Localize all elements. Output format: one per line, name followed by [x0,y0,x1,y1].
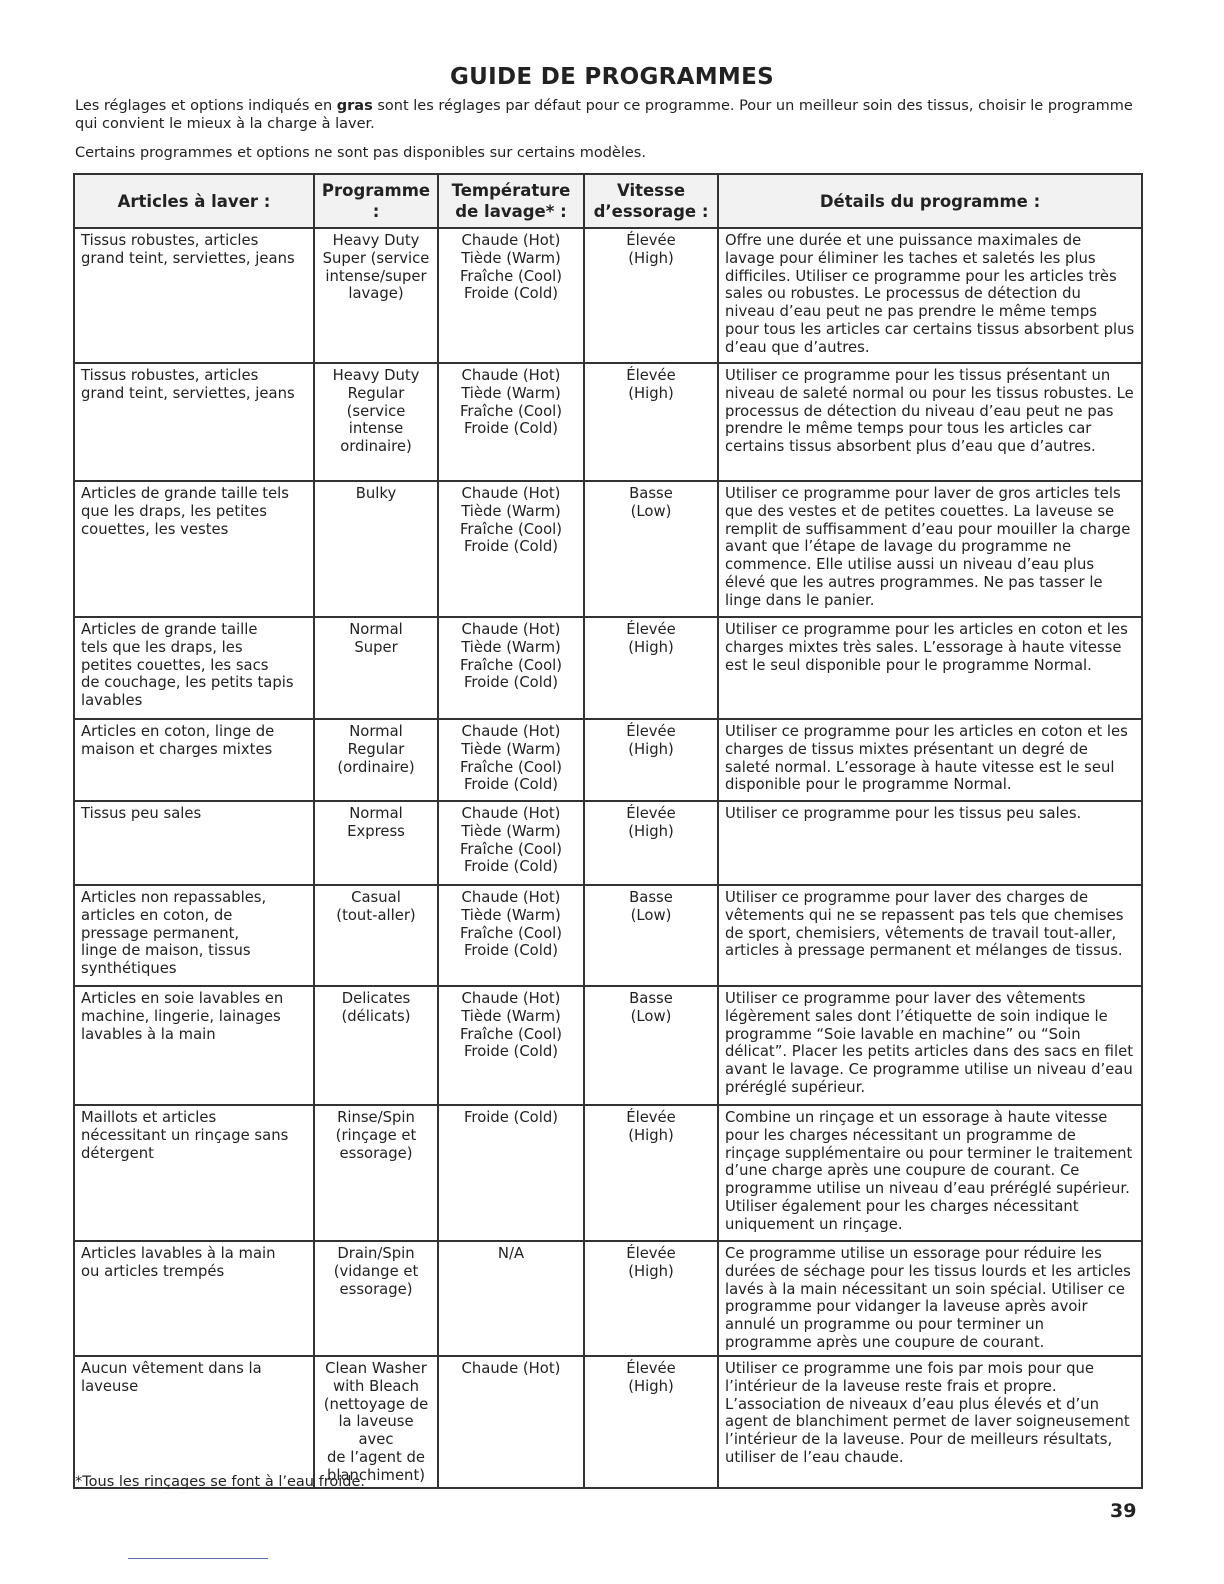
temperature-cell-line: Froide (Cold) [464,942,558,960]
programme-cell [314,363,438,481]
details-cell: Utiliser ce programme pour les articles en coton et les charges de tissus mixtes présentant un degré de saleté normal. L’essorage à haute vitesse est le seul disponible pour le programme Normal. [718,719,1142,801]
temperature-cell-line: Froide (Cold) [464,858,558,876]
programme-cell [314,885,438,986]
temperature-cell-line: Froide (Cold) [464,776,558,794]
articles-cell-line: ou articles trempés [81,1262,225,1280]
temperature-cell-line: Fraîche (Cool) [459,758,563,776]
details-cell: Utiliser ce programme pour les tissus peu sales. [718,801,1142,885]
articles-cell-line: Articles non repassables, [81,889,267,906]
table-row [74,228,1142,363]
temperature-cell [438,228,584,363]
temperature-cell-line: Fraîche (Cool) [459,520,563,538]
programme-cell-line: Rinse/Spin [337,1109,415,1126]
temperature-cell [438,363,584,481]
details-cell: Offre une durée et une puissance maximales de lavage pour éliminer les taches et saletés les plus difficiles. Utiliser ce programme pour les articles très sales ou robustes. Le processus de détection du niveau d’eau peut ne pas prendre le même temps pour tous les articles car certains tissus absorbent plus d’eau que d’autres. [718,228,1142,363]
articles-cell [74,617,314,719]
programme-cell-line: (service [346,402,406,420]
intro-bold-word: gras [336,98,373,114]
articles-cell-line: laveuse [81,1377,139,1395]
programme-cell-line: Super (service [322,249,430,267]
temperature-cell-line: Froide (Cold) [464,1043,558,1061]
table-row [74,1241,1142,1356]
intro-text-start: Les réglages et options indiqués en [75,98,337,114]
spin-speed-cell [584,617,718,719]
programme-cell-line: Heavy Duty [332,232,420,249]
programme-cell-line: Normal [349,621,403,638]
details-cell: Combine un rinçage et un essorage à haute vitesse pour les charges nécessitant un programme de rinçage supplémentaire ou pour terminer le traitement d’une charge après une coupure de courant. Ce programme utilise un niveau d’eau préréglé supérieur. Utiliser également pour les charges nécessitant uniquement un rinçage. [718,1105,1142,1241]
spin-speed-cell-line: Élevée [626,1109,676,1126]
temperature-cell-line: Fraîche (Cool) [459,924,563,942]
articles-cell-line: Articles en soie lavables en [81,990,284,1007]
spin-speed-cell [584,986,718,1105]
spin-speed-cell-line: (High) [628,740,674,758]
table-row [74,801,1142,885]
articles-cell-line: lavables à la main [81,1025,216,1043]
temperature-cell-line: Chaude (Hot) [461,990,561,1007]
articles-cell [74,228,314,363]
spin-speed-cell-line: (High) [628,249,674,267]
articles-cell-line: maison et charges mixtes [81,740,273,758]
table-header-row [74,174,1142,228]
articles-cell-line: que les draps, les petites [81,502,267,520]
spin-speed-cell [584,719,718,801]
spin-speed-cell-line: (High) [628,1262,674,1280]
temperature-cell [438,719,584,801]
availability-note: Certains programmes et options ne sont pas disponibles sur certains modèles. [75,145,646,161]
spin-speed-cell-line: (High) [628,1126,674,1144]
articles-cell-line: Articles de grande taille [81,621,258,638]
temperature-cell-line: Froide (Cold) [464,674,558,692]
articles-cell-line: Tissus robustes, articles [81,232,259,249]
articles-cell-line: de couchage, les petits tapis [81,674,294,692]
spin-speed-cell-line: (High) [628,822,674,840]
temperature-cell-line: Tiède (Warm) [461,740,561,758]
articles-cell-line: Articles lavables à la main [81,1245,276,1262]
programme-cell-line: la laveuse avec [338,1413,414,1449]
programme-cell-line: intense [348,420,404,438]
programme-cell-line: lavage) [348,285,404,303]
temperature-cell-line: Fraîche (Cool) [459,402,563,420]
spin-speed-cell-line: Élevée [626,232,676,249]
programme-cell-line: (nettoyage de [323,1395,429,1413]
footnote: *Tous les rinçages se font à l’eau froide. [75,1474,365,1490]
temperature-cell-line: Chaude (Hot) [461,723,561,740]
temperature-cell-line: Chaude (Hot) [461,367,561,384]
temperature-cell-line: Tiède (Warm) [461,502,561,520]
programme-cell-line: blanchiment) [326,1466,426,1484]
temperature-cell-line: Froide (Cold) [464,285,558,303]
temperature-cell-line: Froide (Cold) [464,420,558,438]
articles-cell [74,719,314,801]
articles-cell-line: Tissus robustes, articles [81,367,259,384]
details-cell: Utiliser ce programme pour les tissus présentant un niveau de saleté normal ou pour les tissus robustes. Le processus de détection du niveau d’eau peut ne pas prendre le même temps pour tous les articles car certains tissus absorbent plus d’eau que d’autres. [718,363,1142,481]
articles-cell-line: pressage permanent, [81,924,240,942]
programme-cell-line: de l’agent de [327,1448,425,1466]
temperature-cell-line: N/A [497,1245,525,1262]
articles-cell [74,363,314,481]
programme-cell [314,719,438,801]
articles-cell [74,1356,314,1488]
temperature-cell-line: Froide (Cold) [464,1109,558,1126]
temperature-cell-line: Chaude (Hot) [461,232,561,249]
spin-speed-cell [584,801,718,885]
articles-cell-line: Articles en coton, linge de [81,723,275,740]
spin-speed-cell-line: Élevée [626,621,676,638]
intro-paragraph [75,97,1145,133]
spin-speed-cell [584,228,718,363]
table-row [74,885,1142,986]
programme-cell [314,481,438,617]
details-cell: Utiliser ce programme pour laver de gros articles tels que des vestes et de petites couettes. La laveuse se remplit de suffisamment d’eau pour mouiller la charge avant que l’étape de lavage du programme ne commence. Elle utilise aussi un niveau d’eau plus élevé que les autres programmes. Ne pas tasser le linge dans le panier. [718,481,1142,617]
table-row [74,719,1142,801]
table-row [74,363,1142,481]
articles-cell-line: machine, lingerie, lainages [81,1007,281,1025]
articles-cell-line: Maillots et articles [81,1109,217,1126]
programme-cell-line: Super [354,638,398,656]
programme-cell [314,1356,438,1488]
articles-cell-line: grand teint, serviettes, jeans [81,249,295,267]
articles-cell-line: articles en coton, de [81,906,233,924]
temperature-cell-line: Chaude (Hot) [461,805,561,822]
temperature-cell-line: Fraîche (Cool) [459,840,563,858]
spin-speed-cell-line: (Low) [630,906,672,924]
programme-cell-line: (délicats) [341,1007,411,1025]
header-programme: Programme : [314,174,438,228]
programme-cell-line: (rinçage et [335,1126,417,1144]
temperature-cell [438,1356,584,1488]
spin-speed-cell-line: (High) [628,384,674,402]
programme-cell-line: Bulky [355,485,397,502]
programme-cell-line: essorage) [339,1280,413,1298]
spin-speed-cell [584,1105,718,1241]
details-cell: Utiliser ce programme pour les articles en coton et les charges mixtes très sales. L’essorage à haute vitesse est le seul disponible pour le programme Normal. [718,617,1142,719]
spin-speed-cell [584,885,718,986]
page-title: GUIDE DE PROGRAMMES [450,64,774,90]
details-cell: Utiliser ce programme pour laver des vêtements légèrement sales dont l’étiquette de soin indique le programme “Soie lavable en machine” ou “Soin délicat”. Placer les petits articles dans des sacs en filet avant le lavage. Ce programme utilise un niveau d’eau préréglé supérieur. [718,986,1142,1105]
articles-cell [74,481,314,617]
temperature-cell [438,481,584,617]
articles-cell-line: tels que les draps, les [81,638,243,656]
temperature-cell-line: Tiède (Warm) [461,1007,561,1025]
temperature-cell-line: Fraîche (Cool) [459,656,563,674]
temperature-cell-line: Chaude (Hot) [461,889,561,906]
programme-cell-line: Clean Washer [325,1360,427,1377]
spin-speed-cell-line: Élevée [626,1360,676,1377]
temperature-cell-line: Froide (Cold) [464,538,558,556]
articles-cell-line: couettes, les vestes [81,520,229,538]
header-temperature: Température de lavage* : [438,174,584,228]
programme-cell [314,1241,438,1356]
programme-cell-line: essorage) [339,1144,413,1162]
intro-text-end: sont les réglages par défaut pour ce programme. Pour un meilleur soin des tissus, choisir le programme qui convient le mieux à la charge à laver. [75,98,1133,132]
spin-speed-cell-line: (High) [628,1377,674,1395]
programme-cell-line: (ordinaire) [337,758,415,776]
programme-cell-line: Regular [347,384,405,402]
programme-cell-line: Regular [347,740,405,758]
temperature-cell [438,617,584,719]
table-row [74,1105,1142,1241]
temperature-cell-line: Chaude (Hot) [461,485,561,502]
articles-cell-line: grand teint, serviettes, jeans [81,384,295,402]
spin-speed-cell-line: (Low) [630,502,672,520]
articles-cell [74,986,314,1105]
articles-cell-line: Aucun vêtement dans la [81,1360,262,1377]
programme-cell-line: intense/super [325,267,427,285]
programme-cell-line: Delicates [341,990,411,1007]
programme-cell [314,986,438,1105]
programme-cell-line: Heavy Duty [332,367,420,384]
details-cell: Utiliser ce programme une fois par mois pour que l’intérieur de la laveuse reste frais et propre. L’association de niveaux d’eau plus élevés et d’un agent de blanchiment permet de laver soigneusement l’intérieur de la laveuse. Pour de meilleurs résultats, utiliser de l’eau chaude. [718,1356,1142,1488]
programme-guide-table [73,173,1143,1489]
articles-cell-line: Articles de grande taille tels [81,485,289,502]
temperature-cell-line: Tiède (Warm) [461,384,561,402]
programme-cell [314,1105,438,1241]
programme-cell-line: Express [347,822,405,840]
articles-cell [74,1241,314,1356]
programme-cell [314,801,438,885]
articles-cell-line: détergent [81,1144,154,1162]
spin-speed-cell-line: Élevée [626,805,676,822]
articles-cell-line: linge de maison, tissus [81,942,251,960]
articles-cell [74,885,314,986]
programme-cell-line: Casual [351,889,401,906]
spin-speed-cell-line: Élevée [626,367,676,384]
programme-cell-line: ordinaire) [340,438,412,456]
temperature-cell-line: Fraîche (Cool) [459,1025,563,1043]
bottom-rule [128,1558,268,1559]
programme-cell [314,228,438,363]
temperature-cell-line: Tiède (Warm) [461,638,561,656]
temperature-cell-line: Fraîche (Cool) [459,267,563,285]
programme-cell-line: (tout-aller) [336,906,416,924]
spin-speed-cell [584,363,718,481]
programme-cell-line: Normal [349,805,403,822]
spin-speed-cell-line: (Low) [630,1007,672,1025]
table-row [74,1356,1142,1488]
spin-speed-cell-line: (High) [628,638,674,656]
programme-cell-line: Normal [349,723,403,740]
table-body [74,228,1142,1488]
table-row [74,986,1142,1105]
spin-speed-cell-line: Basse [629,990,673,1007]
table-row [74,617,1142,719]
temperature-cell [438,801,584,885]
articles-cell [74,1105,314,1241]
articles-cell-line: petites couettes, les sacs [81,656,269,674]
programme-cell-line: Drain/Spin [337,1245,415,1262]
spin-speed-cell-line: Basse [629,485,673,502]
temperature-cell [438,1241,584,1356]
spin-speed-cell [584,1241,718,1356]
temperature-cell-line: Tiède (Warm) [461,822,561,840]
temperature-cell-line: Tiède (Warm) [461,249,561,267]
programme-cell [314,617,438,719]
page-number: 39 [1110,1500,1137,1522]
articles-cell-line: nécessitant un rinçage sans [81,1126,289,1144]
programme-cell-line: (vidange et [333,1262,419,1280]
spin-speed-cell-line: Élevée [626,723,676,740]
details-cell: Ce programme utilise un essorage pour réduire les durées de séchage pour les tissus lourds et les articles lavés à la main nécessitant un soin spécial. Utiliser ce programme pour vidanger la laveuse après avoir annulé un programme ou pour terminer un programme après une coupure de courant. [718,1241,1142,1356]
header-articles: Articles à laver : [74,174,314,228]
spin-speed-cell [584,1356,718,1488]
articles-cell-line: Tissus peu sales [81,805,202,822]
spin-speed-cell-line: Élevée [626,1245,676,1262]
table-row [74,481,1142,617]
articles-cell-line: synthétiques [81,960,177,978]
temperature-cell-line: Chaude (Hot) [461,1360,561,1377]
temperature-cell-line: Chaude (Hot) [461,621,561,638]
temperature-cell [438,1105,584,1241]
temperature-cell-line: Tiède (Warm) [461,906,561,924]
articles-cell-line: lavables [81,692,143,710]
header-details: Détails du programme : [718,174,1142,228]
temperature-cell [438,885,584,986]
details-cell: Utiliser ce programme pour laver des charges de vêtements qui ne se repassent pas tels que chemises de sport, chemisiers, vêtements de travail tout-aller, articles à pressage permanent et mélanges de tissus. [718,885,1142,986]
temperature-cell [438,986,584,1105]
spin-speed-cell-line: Basse [629,889,673,906]
header-spin-speed: Vitesse d’essorage : [584,174,718,228]
programme-cell-line: with Bleach [332,1377,420,1395]
articles-cell [74,801,314,885]
spin-speed-cell [584,481,718,617]
